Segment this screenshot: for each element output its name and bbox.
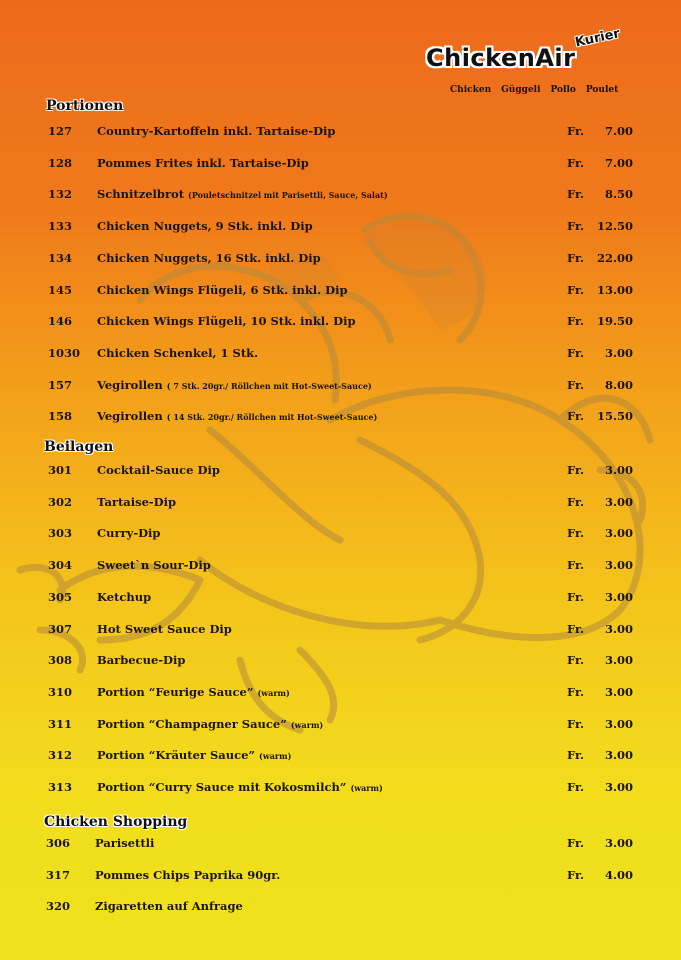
item-name: Portion “Feurige Sauce” <box>97 684 254 699</box>
item-number: 312 <box>48 748 73 763</box>
item-name: Chicken Wings Flügeli, 10 Stk. inkl. Dip <box>97 314 356 329</box>
item-description <box>95 836 154 850</box>
item-note: (warm) <box>350 783 383 793</box>
menu-item <box>0 558 681 578</box>
item-name: Tartaise-Dip <box>97 494 177 509</box>
item-number: 311 <box>48 716 73 731</box>
menu-item <box>0 590 681 610</box>
item-number: 1030 <box>48 345 81 360</box>
menu-item <box>0 836 681 856</box>
item-description <box>95 868 280 882</box>
item-number: 145 <box>48 282 73 297</box>
item-name: Schnitzelbrot <box>97 187 185 202</box>
item-price: 3.00 <box>604 621 633 636</box>
tagline-word: Chicken <box>450 85 492 95</box>
menu-item <box>0 780 681 800</box>
item-name: Zigaretten auf Anfrage <box>95 899 243 914</box>
item-price: 3.00 <box>604 463 633 477</box>
item-number: 305 <box>48 589 73 604</box>
item-note: (Pouletschnitzel mit Parisettli, Sauce, Salat) <box>188 190 388 201</box>
item-number: 308 <box>48 653 73 668</box>
item-name: Chicken Wings Flügeli, 6 Stk. inkl. Dip <box>97 282 348 297</box>
item-currency: Fr. <box>567 494 584 509</box>
menu-item <box>0 526 681 546</box>
item-description <box>97 780 383 794</box>
item-number: 313 <box>48 780 73 794</box>
item-name: Parisettli <box>95 836 155 850</box>
item-price: 3.00 <box>604 558 633 573</box>
tagline-word: Poulet <box>585 85 619 95</box>
item-name: Chicken Nuggets, 16 Stk. inkl. Dip <box>97 250 321 265</box>
item-description <box>95 899 243 913</box>
menu-item <box>0 748 681 768</box>
item-description <box>97 526 160 540</box>
item-currency: Fr. <box>567 653 584 668</box>
item-description <box>97 124 335 138</box>
item-note: (warm) <box>290 719 324 730</box>
item-currency: Fr. <box>567 219 584 234</box>
item-description <box>97 463 220 477</box>
item-currency: Fr. <box>567 684 584 699</box>
item-name: Portion “Champagner Sauce” <box>97 716 287 731</box>
item-currency: Fr. <box>567 345 584 360</box>
item-currency: Fr. <box>567 780 584 794</box>
item-price: 7.00 <box>604 155 633 170</box>
item-note: ( 14 Stk. 20gr./ Röllchen mit Hot-Sweet-Sauce) <box>166 412 378 423</box>
menu-item <box>0 495 681 515</box>
menu-item <box>0 899 681 919</box>
item-number: 307 <box>48 621 73 636</box>
item-price: 15.50 <box>596 409 633 424</box>
item-number: 317 <box>46 867 71 882</box>
item-currency: Fr. <box>567 621 584 636</box>
item-description <box>97 590 151 604</box>
item-price: 3.00 <box>604 526 633 541</box>
item-currency: Fr. <box>567 187 584 202</box>
item-price: 8.00 <box>604 377 633 392</box>
item-price: 12.50 <box>596 219 633 234</box>
brand-name: ChickenAir <box>426 44 576 72</box>
item-price: 3.00 <box>604 780 633 794</box>
menu-item <box>0 463 681 483</box>
brand-logo <box>422 26 637 78</box>
item-price: 3.00 <box>604 345 633 360</box>
item-name: Ketchup <box>97 589 152 604</box>
item-number: 128 <box>48 155 73 170</box>
item-price: 3.00 <box>604 653 633 668</box>
item-price: 22.00 <box>596 250 633 265</box>
menu-item <box>0 378 681 398</box>
menu-item <box>0 283 681 303</box>
item-name: Portion “Curry Sauce mit Kokosmilch” <box>97 780 347 794</box>
menu-item <box>0 156 681 176</box>
item-number: 303 <box>48 526 73 541</box>
item-number: 310 <box>48 684 73 699</box>
item-currency: Fr. <box>567 314 584 329</box>
item-name: Vegirollen <box>97 377 163 392</box>
tagline-word: Güggeli <box>501 85 541 95</box>
item-description <box>97 558 211 572</box>
item-description <box>97 283 348 297</box>
item-currency: Fr. <box>567 155 584 170</box>
item-number: 304 <box>48 558 73 573</box>
item-currency: Fr. <box>567 282 584 297</box>
section-title-chicken-shopping: Chicken Shopping <box>44 814 188 830</box>
item-note: (warm) <box>259 751 292 762</box>
item-description <box>97 378 372 392</box>
item-name: Chicken Nuggets, 9 Stk. inkl. Dip <box>97 219 313 234</box>
item-name: Pommes Chips Paprika 90gr. <box>95 867 281 882</box>
item-description <box>97 251 321 265</box>
item-currency: Fr. <box>567 526 584 541</box>
item-price: 3.00 <box>604 494 633 509</box>
menu-item <box>0 685 681 705</box>
item-name: Chicken Schenkel, 1 Stk. <box>97 345 259 360</box>
item-price: 7.00 <box>604 124 633 138</box>
menu-item <box>0 717 681 737</box>
item-currency: Fr. <box>567 836 584 850</box>
item-description <box>97 748 291 762</box>
item-number: 134 <box>48 250 73 265</box>
item-price: 19.50 <box>596 314 633 329</box>
menu-item <box>0 219 681 239</box>
item-currency: Fr. <box>567 250 584 265</box>
item-currency: Fr. <box>567 124 584 138</box>
item-currency: Fr. <box>567 463 584 477</box>
item-number: 127 <box>48 124 73 138</box>
menu-item <box>0 409 681 429</box>
item-number: 133 <box>48 219 73 234</box>
menu-item <box>0 346 681 366</box>
item-description <box>97 314 356 328</box>
menu-item <box>0 622 681 642</box>
item-note: (warm) <box>257 687 290 698</box>
section-title-beilagen: Beilagen <box>44 439 114 455</box>
brand-tagline <box>450 85 630 95</box>
item-price: 13.00 <box>596 282 633 297</box>
item-price: 4.00 <box>604 867 633 882</box>
item-currency: Fr. <box>567 716 584 731</box>
item-currency: Fr. <box>567 867 584 882</box>
item-price: 8.50 <box>604 187 633 202</box>
item-name: Hot Sweet Sauce Dip <box>97 621 232 636</box>
item-description <box>97 156 309 170</box>
item-price: 3.00 <box>604 684 633 699</box>
menu-item <box>0 251 681 271</box>
item-description <box>97 346 258 360</box>
brand-kurier-text: Kurier <box>573 26 621 51</box>
menu-item <box>0 653 681 673</box>
item-name: Country-Kartoffeln inkl. Tartaise-Dip <box>97 124 336 138</box>
item-price: 3.00 <box>604 748 633 763</box>
tagline-word: Pollo <box>550 85 576 95</box>
section-title-portionen: Portionen <box>46 98 124 114</box>
item-name: Vegirollen <box>97 409 163 424</box>
item-name: Sweet`n Sour-Dip <box>97 558 211 573</box>
item-number: 146 <box>48 314 73 329</box>
item-description <box>97 622 232 636</box>
item-description <box>97 187 388 201</box>
item-number: 320 <box>46 899 71 914</box>
item-name: Cocktail-Sauce Dip <box>97 463 220 477</box>
item-name: Curry-Dip <box>97 526 161 541</box>
item-price: 3.00 <box>604 589 633 604</box>
item-description <box>97 653 185 667</box>
item-price: 3.00 <box>604 836 633 850</box>
item-number: 306 <box>46 836 71 850</box>
item-description <box>97 495 176 509</box>
item-number: 158 <box>48 409 73 424</box>
item-description <box>97 685 290 699</box>
item-currency: Fr. <box>567 409 584 424</box>
item-currency: Fr. <box>567 748 584 763</box>
item-currency: Fr. <box>567 589 584 604</box>
item-currency: Fr. <box>567 558 584 573</box>
item-number: 157 <box>48 377 73 392</box>
menu-item <box>0 124 681 144</box>
menu-item <box>0 314 681 334</box>
item-number: 132 <box>48 187 73 202</box>
item-name: Portion “Kräuter Sauce” <box>97 748 256 763</box>
item-name: Pommes Frites inkl. Tartaise-Dip <box>97 155 309 170</box>
item-price: 3.00 <box>604 716 633 731</box>
item-description <box>97 409 377 423</box>
menu-item <box>0 868 681 888</box>
item-name: Barbecue-Dip <box>97 653 186 668</box>
menu-item <box>0 187 681 207</box>
item-description <box>97 219 313 233</box>
item-description <box>97 717 323 731</box>
item-number: 301 <box>48 463 73 477</box>
item-currency: Fr. <box>567 377 584 392</box>
item-number: 302 <box>48 494 73 509</box>
item-note: ( 7 Stk. 20gr./ Röllchen mit Hot-Sweet-Sauce) <box>166 380 372 391</box>
